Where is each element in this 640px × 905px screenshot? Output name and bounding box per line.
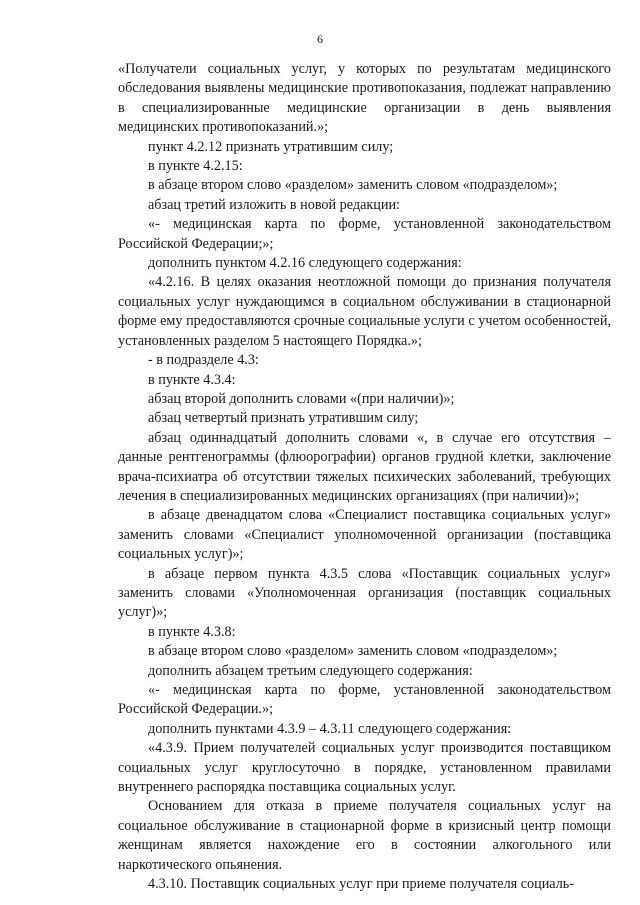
paragraph: - в подразделе 4.3: bbox=[148, 352, 259, 369]
page-number: 6 bbox=[317, 32, 323, 46]
paragraph: «4.3.9. Прием получателей социальных услуг производится поставщиком социальных услуг круглосуточно в порядке, установленном правилами внутреннего распорядка поставщика социальных услуг. bbox=[118, 740, 611, 796]
paragraph: дополнить абзацем третьим следующего содержания: bbox=[148, 662, 473, 679]
paragraph: Основанием для отказа в приеме получателя социальных услуг на социальное обслуживание в стационарной форме в кризисный центр помощи женщинам является нахождение его в состоянии алкогольного или наркотического опьянения. bbox=[118, 798, 611, 873]
paragraph: абзац четвертый признать утратившим силу; bbox=[148, 410, 419, 427]
paragraph: дополнить пунктами 4.3.9 – 4.3.11 следующего содержания: bbox=[148, 720, 512, 737]
paragraph: пункт 4.2.12 признать утратившим силу; bbox=[148, 138, 394, 155]
document-body bbox=[118, 60, 611, 894]
paragraph: в абзаце втором слово «разделом» заменить словом «подразделом»; bbox=[148, 643, 558, 660]
paragraph: в абзаце первом пункта 4.3.5 слова «Поставщик социальных услуг» заменить словами «Уполномоченная организация (поставщик социальных услуг)»; bbox=[118, 565, 611, 621]
paragraph: в абзаце двенадцатом слова «Специалист поставщика социальных услуг» заменить словами «Специалист уполномоченной организации (поставщика социальных услуг)»; bbox=[118, 507, 611, 563]
paragraph: «- медицинская карта по форме, установленной законодательством Российской Федерации.»; bbox=[118, 682, 611, 718]
paragraph: в пункте 4.2.15: bbox=[148, 158, 243, 175]
paragraph: «- медицинская карта по форме, установленной законодательством Российской Федерации;»; bbox=[118, 216, 611, 252]
paragraph: в пункте 4.3.8: bbox=[148, 623, 236, 640]
paragraph: в пункте 4.3.4: bbox=[148, 371, 236, 388]
paragraph: «4.2.16. В целях оказания неотложной помощи до признания получателя социальных услуг нуждающимся в социальном обслуживании в стационарной форме ему предоставляются срочные социальные услуги с учетом особенностей, установленных разделом 5 настоящего Порядка.»; bbox=[118, 274, 611, 349]
paragraph: абзац второй дополнить словами «(при наличии)»; bbox=[148, 390, 455, 407]
paragraph: в абзаце втором слово «разделом» заменить словом «подразделом»; bbox=[148, 177, 558, 194]
paragraph: дополнить пунктом 4.2.16 следующего содержания: bbox=[148, 255, 462, 272]
paragraph: «Получатели социальных услуг, у которых по результатам медицинского обследования выявлены медицинские противопоказания, подлежат направлению в специализированные медицинские организации в день выявления медицинских противопоказаний.»; bbox=[118, 61, 611, 136]
paragraph: 4.3.10. Поставщик социальных услуг при приеме получателя социаль- bbox=[148, 876, 575, 893]
paragraph: абзац одиннадцатый дополнить словами «, в случае его отсутствия – данные рентгенограммы (флюорографии) органов грудной клетки, заключение врача-психиатра об отсутствии тяжелых психических заболеваний, требующих лечения в специализированных медицинских организациях (при наличии)»; bbox=[118, 429, 611, 504]
paragraph: абзац третий изложить в новой редакции: bbox=[148, 196, 400, 213]
